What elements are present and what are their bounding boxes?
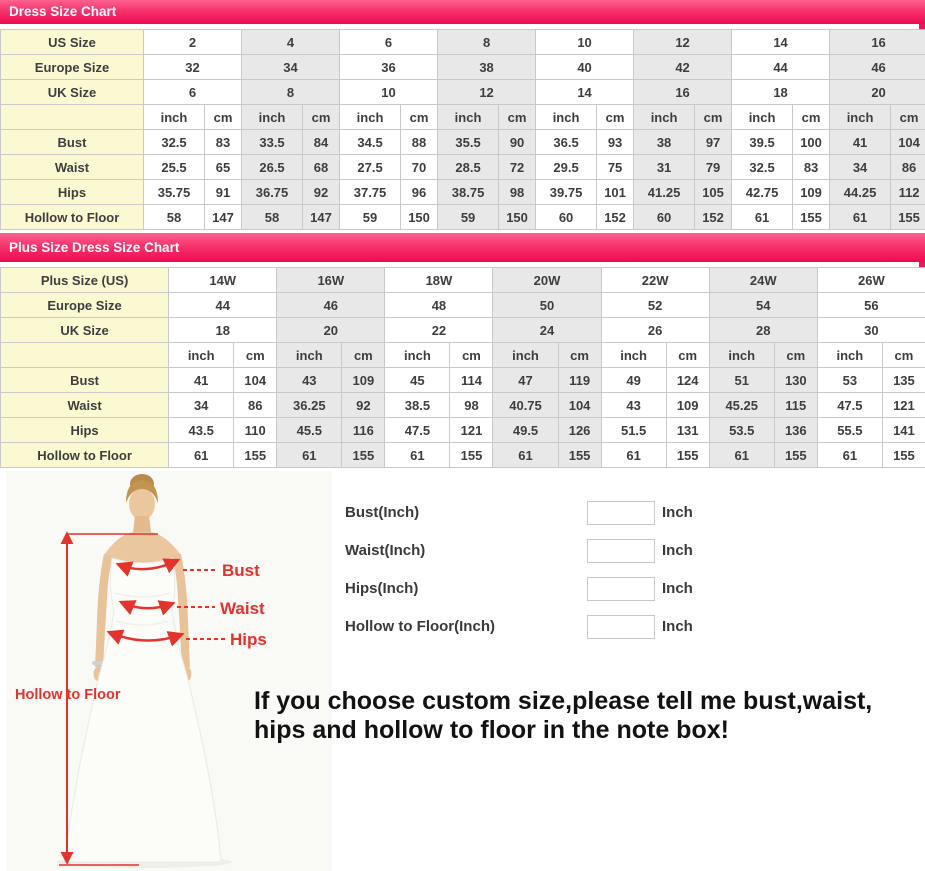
measurement-cell: 83: [793, 155, 830, 180]
size-cell: 18W: [385, 268, 493, 293]
measurement-cell: 109: [342, 368, 385, 393]
measurement-cell: 32.5: [732, 155, 793, 180]
size-cell: 56: [817, 293, 925, 318]
size-cell: 26W: [817, 268, 925, 293]
measurement-cell: 37.75: [340, 180, 401, 205]
unit-header-cell: cm: [774, 343, 817, 368]
size-cell: 38: [438, 55, 536, 80]
unit-header-cell: cm: [558, 343, 601, 368]
row-header: Bust: [1, 368, 169, 393]
size-row: [1, 55, 925, 80]
measurement-cell: 61: [493, 443, 558, 468]
size-figure-svg: [6, 471, 332, 871]
size-row: [1, 293, 925, 318]
measurement-cell: 49.5: [493, 418, 558, 443]
measurement-cell: 44.25: [830, 180, 891, 205]
size-cell: 28: [709, 318, 817, 343]
bust-input-label: Bust(Inch): [345, 504, 420, 521]
measurement-cell: 45.5: [277, 418, 342, 443]
size-cell: 2: [144, 30, 242, 55]
size-cell: 24W: [709, 268, 817, 293]
measurement-cell: 70: [401, 155, 438, 180]
measurement-cell: 92: [303, 180, 340, 205]
standard-chart-title: Dress Size Chart: [9, 4, 117, 19]
bust-unit-label: Inch: [662, 504, 693, 521]
measurement-cell: 126: [558, 418, 601, 443]
plus-size-table: [0, 267, 925, 468]
size-cell: 32: [144, 55, 242, 80]
measurement-cell: 61: [817, 443, 882, 468]
hollow-to-floor-form-row: [345, 614, 717, 640]
size-cell: 44: [732, 55, 830, 80]
measurement-cell: 112: [891, 180, 925, 205]
measurement-cell: 60: [634, 205, 695, 230]
size-cell: 22: [385, 318, 493, 343]
unit-header-cell: inch: [817, 343, 882, 368]
unit-header-cell: inch: [385, 343, 450, 368]
measurement-cell: 38.75: [438, 180, 499, 205]
measurement-cell: 110: [234, 418, 277, 443]
row-header: Europe Size: [1, 293, 169, 318]
measurement-cell: 61: [709, 443, 774, 468]
size-cell: 16W: [277, 268, 385, 293]
measurement-cell: 119: [558, 368, 601, 393]
measurement-cell: 115: [774, 393, 817, 418]
measurement-cell: 155: [774, 443, 817, 468]
size-cell: 34: [242, 55, 340, 80]
size-cell: 6: [144, 80, 242, 105]
size-cell: 50: [493, 293, 601, 318]
measurement-cell: 27.5: [340, 155, 401, 180]
measurement-cell: 26.5: [242, 155, 303, 180]
unit-header-cell: cm: [234, 343, 277, 368]
measurement-cell: 147: [205, 205, 242, 230]
measurement-cell: 36.25: [277, 393, 342, 418]
measurement-cell: 155: [666, 443, 709, 468]
size-row: [1, 80, 925, 105]
measurement-cell: 147: [303, 205, 340, 230]
measurement-cell: 86: [891, 155, 925, 180]
measurement-cell: 45.25: [709, 393, 774, 418]
measurement-cell: 93: [597, 130, 634, 155]
measurement-cell: 36.5: [536, 130, 597, 155]
standard-size-table: [0, 29, 925, 230]
measurement-cell: 65: [205, 155, 242, 180]
measurement-cell: 98: [450, 393, 493, 418]
size-cell: 10: [340, 80, 438, 105]
size-cell: 20W: [493, 268, 601, 293]
unit-header-row: [1, 105, 925, 130]
row-header: US Size: [1, 30, 144, 55]
measurement-cell: 41: [169, 368, 234, 393]
measurement-cell: 79: [695, 155, 732, 180]
measurement-cell: 59: [340, 205, 401, 230]
measurement-cell: 96: [401, 180, 438, 205]
unit-header-cell: inch: [438, 105, 499, 130]
measurement-cell: 98: [499, 180, 536, 205]
measurement-cell: 29.5: [536, 155, 597, 180]
measurement-cell: 155: [793, 205, 830, 230]
row-header: Hips: [1, 418, 169, 443]
size-cell: 42: [634, 55, 732, 80]
size-cell: 40: [536, 55, 634, 80]
measurement-cell: 155: [882, 443, 925, 468]
measurement-cell: 155: [234, 443, 277, 468]
unit-header-cell: inch: [634, 105, 695, 130]
plus-chart-title: Plus Size Dress Size Chart: [9, 240, 180, 255]
measurement-cell: 84: [303, 130, 340, 155]
hips-input[interactable]: [587, 577, 655, 601]
bust-form-row: [345, 500, 717, 526]
measurement-cell: 39.75: [536, 180, 597, 205]
size-cell: 14: [732, 30, 830, 55]
hollow-to-floor-annotation-label: Hollow to Floor: [15, 687, 121, 703]
note-line-2: hips and hollow to floor in the note box!: [254, 716, 729, 744]
measurement-cell: 38: [634, 130, 695, 155]
measurement-cell: 141: [882, 418, 925, 443]
unit-header-cell: inch: [144, 105, 205, 130]
measurement-cell: 152: [695, 205, 732, 230]
size-cell: 46: [277, 293, 385, 318]
measurement-cell: 150: [499, 205, 536, 230]
unit-header-cell: inch: [340, 105, 401, 130]
size-cell: 16: [634, 80, 732, 105]
measurement-cell: 51.5: [601, 418, 666, 443]
bust-annotation-label: Bust: [222, 561, 260, 580]
measurement-cell: 116: [342, 418, 385, 443]
measurement-row: [1, 180, 925, 205]
measurement-cell: 100: [793, 130, 830, 155]
size-cell: 52: [601, 293, 709, 318]
hollow-to-floor-unit-label: Inch: [662, 618, 693, 635]
unit-header-cell: cm: [882, 343, 925, 368]
size-cell: 30: [817, 318, 925, 343]
measurement-cell: 61: [601, 443, 666, 468]
measurement-cell: 38.5: [385, 393, 450, 418]
row-header: Europe Size: [1, 55, 144, 80]
measurement-cell: 25.5: [144, 155, 205, 180]
row-header: Hollow to Floor: [1, 443, 169, 468]
measurement-cell: 109: [666, 393, 709, 418]
waist-input[interactable]: [587, 539, 655, 563]
measurement-cell: 97: [695, 130, 732, 155]
row-header: [1, 105, 144, 130]
size-cell: 44: [169, 293, 277, 318]
measurement-cell: 136: [774, 418, 817, 443]
measurement-cell: 61: [732, 205, 793, 230]
hips-annotation-label: Hips: [230, 630, 267, 649]
custom-size-note: [254, 687, 925, 745]
measurement-cell: 88: [401, 130, 438, 155]
measurement-row: [1, 130, 925, 155]
unit-header-cell: cm: [205, 105, 242, 130]
measurement-cell: 155: [891, 205, 925, 230]
size-row: [1, 318, 925, 343]
unit-header-cell: inch: [601, 343, 666, 368]
measurement-cell: 49: [601, 368, 666, 393]
measurement-cell: 114: [450, 368, 493, 393]
measurement-cell: 130: [774, 368, 817, 393]
measurement-cell: 40.75: [493, 393, 558, 418]
unit-header-cell: inch: [169, 343, 234, 368]
measurement-cell: 47.5: [817, 393, 882, 418]
measurement-cell: 150: [401, 205, 438, 230]
neck: [133, 516, 151, 532]
measurement-cell: 41.25: [634, 180, 695, 205]
size-cell: 8: [438, 30, 536, 55]
size-cell: 8: [242, 80, 340, 105]
waist-unit-label: Inch: [662, 542, 693, 559]
measurement-cell: 55.5: [817, 418, 882, 443]
unit-header-cell: inch: [732, 105, 793, 130]
measurement-cell: 47.5: [385, 418, 450, 443]
unit-header-cell: cm: [666, 343, 709, 368]
size-cell: 14W: [169, 268, 277, 293]
measurement-row: [1, 418, 925, 443]
measurement-cell: 152: [597, 205, 634, 230]
measurement-cell: 33.5: [242, 130, 303, 155]
row-header: Bust: [1, 130, 144, 155]
unit-header-cell: inch: [493, 343, 558, 368]
measurement-cell: 105: [695, 180, 732, 205]
plus-chart-title-bar: [0, 233, 925, 262]
measurement-cell: 59: [438, 205, 499, 230]
unit-header-cell: inch: [277, 343, 342, 368]
unit-header-cell: inch: [242, 105, 303, 130]
measurement-row: [1, 443, 925, 468]
measurement-cell: 41: [830, 130, 891, 155]
row-header: [1, 343, 169, 368]
measurement-cell: 34: [830, 155, 891, 180]
size-cell: 4: [242, 30, 340, 55]
note-line-1: If you choose custom size,please tell me bust,waist,: [254, 687, 873, 715]
measurement-cell: 28.5: [438, 155, 499, 180]
unit-header-cell: inch: [536, 105, 597, 130]
size-row: [1, 30, 925, 55]
measurement-cell: 31: [634, 155, 695, 180]
measurement-cell: 104: [891, 130, 925, 155]
unit-header-cell: cm: [303, 105, 340, 130]
unit-header-cell: cm: [793, 105, 830, 130]
size-cell: 22W: [601, 268, 709, 293]
hips-unit-label: Inch: [662, 580, 693, 597]
row-header: UK Size: [1, 80, 144, 105]
unit-header-cell: cm: [891, 105, 925, 130]
hips-form-row: [345, 576, 717, 602]
unit-header-cell: cm: [342, 343, 385, 368]
measurement-cell: 72: [499, 155, 536, 180]
size-cell: 20: [830, 80, 925, 105]
measurement-cell: 121: [450, 418, 493, 443]
measurement-cell: 83: [205, 130, 242, 155]
measurement-cell: 43.5: [169, 418, 234, 443]
row-header: Plus Size (US): [1, 268, 169, 293]
row-header: Waist: [1, 393, 169, 418]
measurement-cell: 39.5: [732, 130, 793, 155]
measurement-row: [1, 205, 925, 230]
row-header: Hollow to Floor: [1, 205, 144, 230]
measurement-cell: 92: [342, 393, 385, 418]
unit-header-cell: cm: [695, 105, 732, 130]
waist-form-row: [345, 538, 717, 564]
unit-header-cell: cm: [499, 105, 536, 130]
size-cell: 36: [340, 55, 438, 80]
measurement-cell: 34.5: [340, 130, 401, 155]
unit-header-cell: cm: [401, 105, 438, 130]
size-row: [1, 268, 925, 293]
row-header: Waist: [1, 155, 144, 180]
measurement-cell: 36.75: [242, 180, 303, 205]
hollow-to-floor-input-label: Hollow to Floor(Inch): [345, 618, 495, 635]
measurement-figure: [6, 471, 332, 871]
size-cell: 6: [340, 30, 438, 55]
bust-input[interactable]: [587, 501, 655, 525]
measurement-cell: 109: [793, 180, 830, 205]
measurement-cell: 101: [597, 180, 634, 205]
standard-chart-title-bar: [0, 0, 925, 24]
size-cell: 24: [493, 318, 601, 343]
measurement-cell: 131: [666, 418, 709, 443]
measurement-cell: 75: [597, 155, 634, 180]
size-cell: 18: [169, 318, 277, 343]
measurement-cell: 104: [558, 393, 601, 418]
size-cell: 12: [438, 80, 536, 105]
measurement-cell: 53.5: [709, 418, 774, 443]
size-cell: 16: [830, 30, 925, 55]
measurement-cell: 45: [385, 368, 450, 393]
measurement-cell: 53: [817, 368, 882, 393]
measurement-cell: 61: [830, 205, 891, 230]
measurement-cell: 135: [882, 368, 925, 393]
measurement-cell: 91: [205, 180, 242, 205]
unit-header-row: [1, 343, 925, 368]
size-cell: 14: [536, 80, 634, 105]
measurement-cell: 32.5: [144, 130, 205, 155]
hollow-to-floor-input[interactable]: [587, 615, 655, 639]
measurement-cell: 47: [493, 368, 558, 393]
size-cell: 10: [536, 30, 634, 55]
measurement-cell: 61: [385, 443, 450, 468]
measurement-row: [1, 393, 925, 418]
size-cell: 12: [634, 30, 732, 55]
unit-header-cell: cm: [450, 343, 493, 368]
measurement-cell: 58: [144, 205, 205, 230]
measurement-cell: 60: [536, 205, 597, 230]
measurement-cell: 61: [277, 443, 342, 468]
size-cell: 18: [732, 80, 830, 105]
measurement-cell: 58: [242, 205, 303, 230]
measurement-cell: 61: [169, 443, 234, 468]
measurement-cell: 121: [882, 393, 925, 418]
measurement-row: [1, 155, 925, 180]
waist-annotation-label: Waist: [220, 599, 265, 618]
measurement-cell: 68: [303, 155, 340, 180]
measurement-cell: 34: [169, 393, 234, 418]
measurement-cell: 35.5: [438, 130, 499, 155]
size-cell: 46: [830, 55, 925, 80]
size-cell: 54: [709, 293, 817, 318]
unit-header-cell: cm: [597, 105, 634, 130]
unit-header-cell: inch: [709, 343, 774, 368]
measurement-cell: 35.75: [144, 180, 205, 205]
measurement-cell: 104: [234, 368, 277, 393]
face: [129, 488, 155, 520]
row-header: UK Size: [1, 318, 169, 343]
waist-input-label: Waist(Inch): [345, 542, 426, 559]
measurement-cell: 43: [277, 368, 342, 393]
measurement-cell: 155: [342, 443, 385, 468]
measurement-cell: 124: [666, 368, 709, 393]
measurement-cell: 155: [558, 443, 601, 468]
hips-input-label: Hips(Inch): [345, 580, 419, 597]
size-cell: 48: [385, 293, 493, 318]
measurement-cell: 42.75: [732, 180, 793, 205]
measurement-cell: 43: [601, 393, 666, 418]
measurement-cell: 51: [709, 368, 774, 393]
measurement-row: [1, 368, 925, 393]
size-cell: 20: [277, 318, 385, 343]
measurement-cell: 90: [499, 130, 536, 155]
unit-header-cell: inch: [830, 105, 891, 130]
measurement-cell: 155: [450, 443, 493, 468]
size-cell: 26: [601, 318, 709, 343]
measurement-cell: 86: [234, 393, 277, 418]
row-header: Hips: [1, 180, 144, 205]
